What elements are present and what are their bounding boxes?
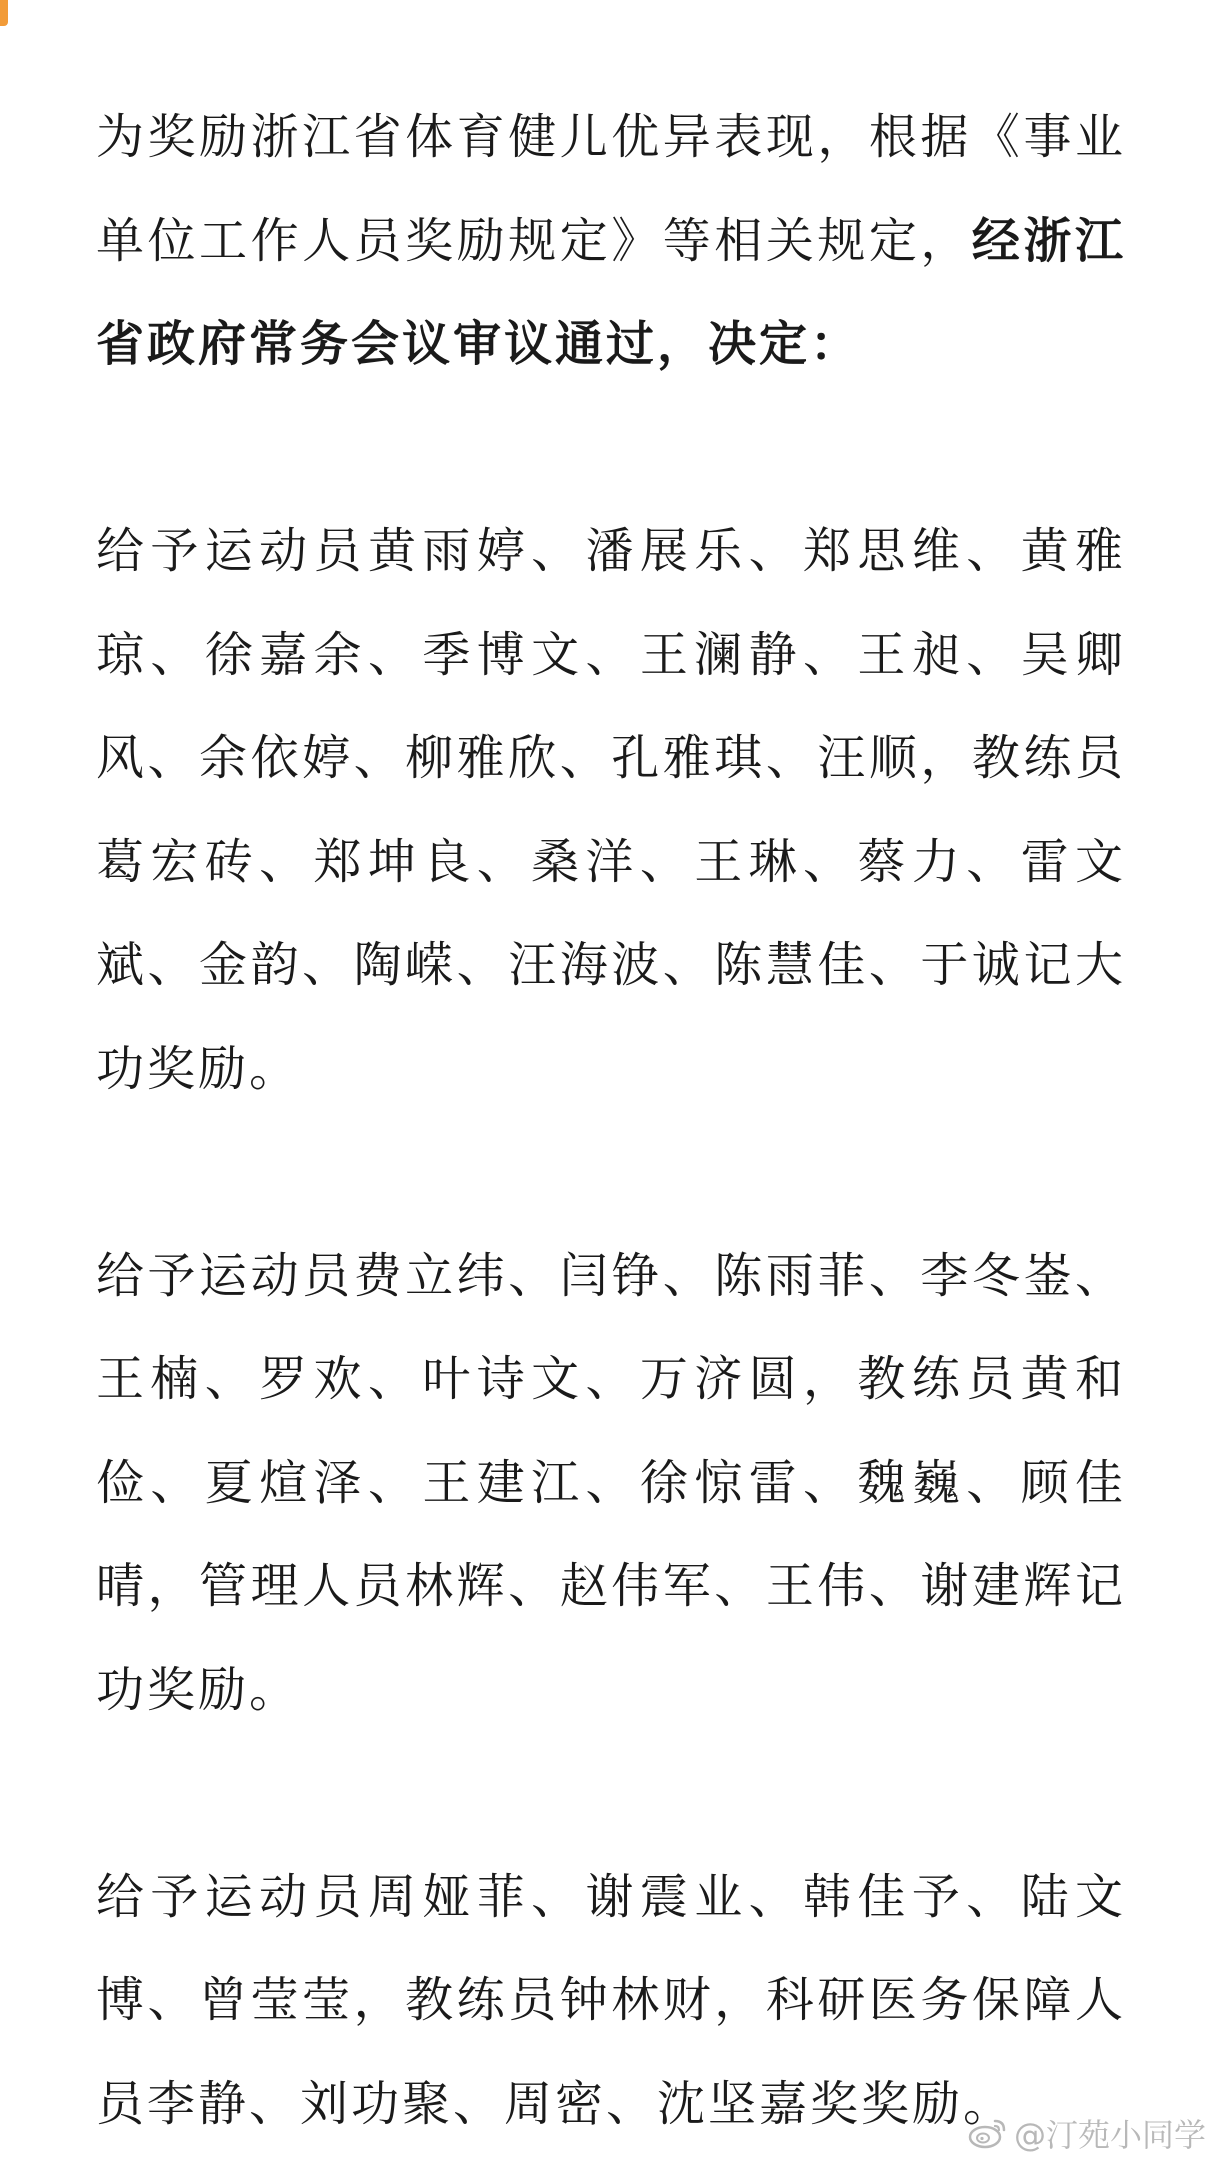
top-accent-mark bbox=[0, 0, 8, 26]
paragraph-intro bbox=[96, 86, 1126, 397]
weibo-logo-icon bbox=[968, 2115, 1008, 2151]
intro-decision-text: 经浙江省政府常务会议审议通过，决定： bbox=[96, 212, 1126, 372]
article-body bbox=[96, 86, 1126, 2156]
intro-text: 为奖励浙江省体育健儿优异表现，根据《事业单位工作人员奖励规定》等相关规定， bbox=[96, 109, 1126, 269]
paragraph-merit: 给予运动员费立纬、闫铮、陈雨菲、李冬崟、王楠、罗欢、叶诗文、万济圆，教练员黄和俭、夏煊泽、王建江、徐惊雷、魏巍、顾佳晴，管理人员林辉、赵伟军、王伟、谢建辉记功奖励。 bbox=[96, 1247, 1126, 1718]
watermark-text: @汀苑小同学 bbox=[1013, 2116, 1206, 2154]
paragraph-commendation: 给予运动员周娅菲、谢震业、韩佳予、陆文博、曾莹莹，教练员钟林财，科研医务保障人员李静、刘功聚、周密、沈坚嘉奖奖励。 bbox=[96, 1868, 1126, 2132]
paragraph-major-merit: 给予运动员黄雨婷、潘展乐、郑思维、黄雅琼、徐嘉余、季博文、王澜静、王昶、吴卿风、余依婷、柳雅欣、孔雅琪、汪顺，教练员葛宏砖、郑坤良、桑洋、王琳、蔡力、雷文斌、金韵、陶嵘、汪海波、陈慧佳、于诚记大功奖励。 bbox=[96, 523, 1126, 1097]
watermark bbox=[968, 2110, 1206, 2156]
